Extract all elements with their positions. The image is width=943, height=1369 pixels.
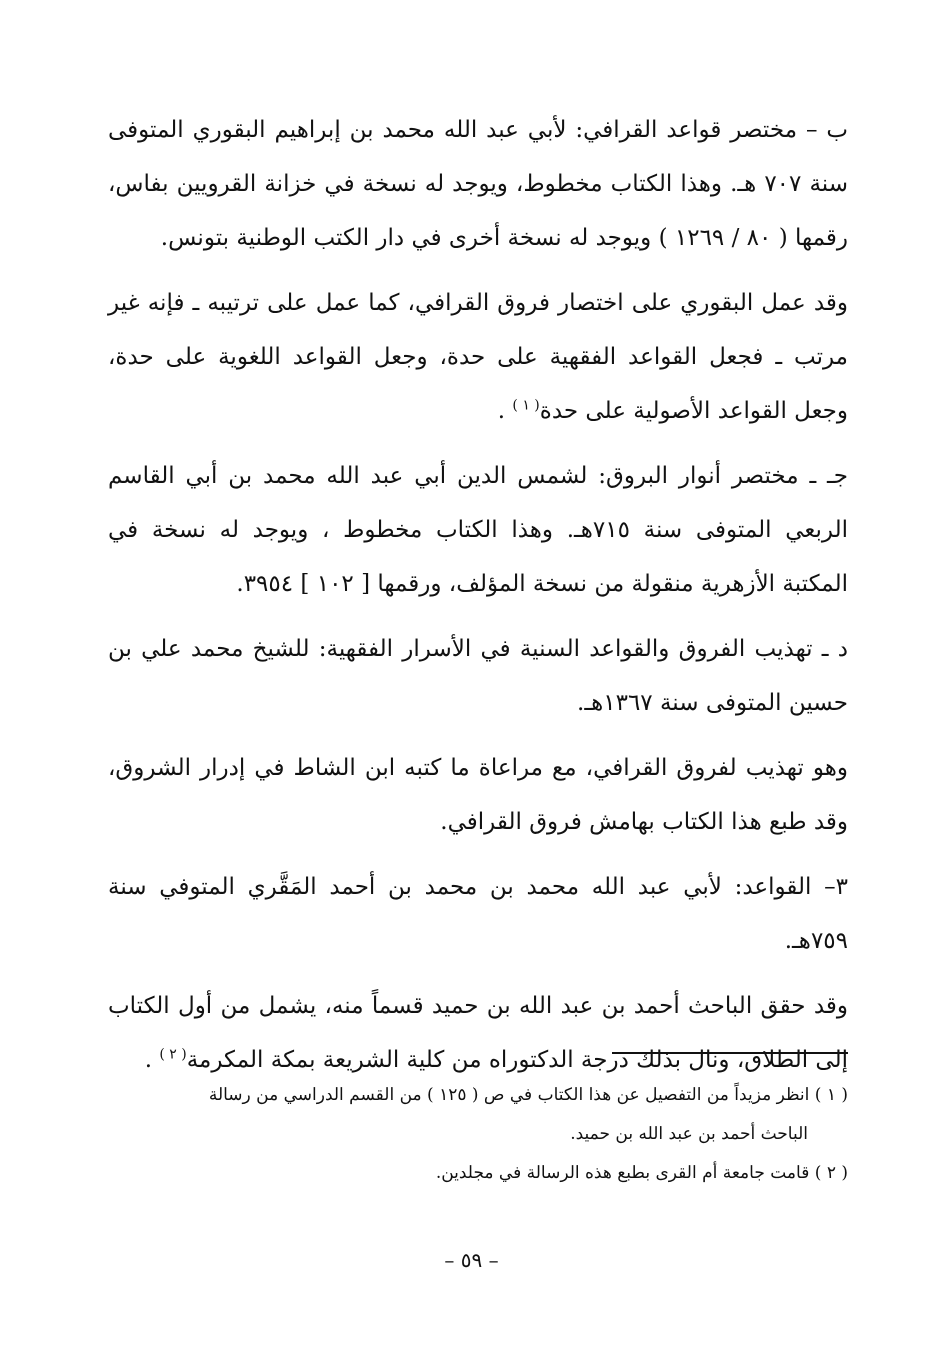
paragraph-end: . bbox=[144, 1047, 160, 1073]
footnote-text: الباحث أحمد بن عبد الله بن حميد. bbox=[570, 1124, 808, 1144]
paragraph-text: ب – مختصر قواعد القرافي: لأبي عبد الله محمد بن إبراهيم البقوري المتوفى سنة ٧٠٧ هـ. وهذا الكتاب مخطوط، ويوجد له نسخة في خزانة القرويين بفاس، رقمها ( ٨٠ / ١٢٦٩ ) ويوجد له نسخة أخرى في دار الكتب الوطنية بتونس. bbox=[108, 117, 848, 251]
paragraph-text: وهو تهذيب لفروق القرافي، مع مراعاة ما كتبه ابن الشاط في إدرار الشروق، وقد طبع هذا الكتاب بهامش فروق القرافي. bbox=[108, 755, 848, 835]
footnote-text: انظر مزيداً من التفصيل عن هذا الكتاب في ص ( ١٢٥ ) من القسم الدراسي من رسالة bbox=[208, 1085, 810, 1105]
footnote-marker: ( ٢ ) bbox=[814, 1163, 848, 1183]
page-number: – ٥٩ – bbox=[444, 1248, 499, 1272]
paragraph-end: . bbox=[497, 398, 513, 424]
footnote-separator bbox=[612, 1052, 848, 1054]
paragraph-text: وقد عمل البقوري على اختصار فروق القرافي، كما عمل على ترتيبه ـ فإنه غير مرتب ـ فجعل القواعد الفقهية على حدة، وجعل القواعد اللغوية على حدة، وجعل القواعد الأصولية على حدة bbox=[108, 290, 848, 424]
paragraph-ibn-humaid-thesis bbox=[108, 979, 848, 1087]
paragraph-b-mukhtasar-qawaid bbox=[108, 103, 848, 265]
paragraph-text: ٣– القواعد: لأبي عبد الله محمد بن محمد بن أحمد المَقَّري المتوفي سنة ٧٥٩هـ. bbox=[108, 874, 848, 954]
paragraph-d-tahdhib-al-furuq bbox=[108, 622, 848, 730]
footnote-2 bbox=[108, 1154, 848, 1193]
paragraph-text: وقد حقق الباحث أحمد بن عبد الله بن حميد قسماً منه، يشمل من أول الكتاب إلى الطلاق، ونال بذلك درجة الدكتوراه من كلية الشريعة بمكة المكرمة bbox=[108, 993, 848, 1073]
footnote-ref-2[interactable]: ( ٢ ) bbox=[159, 1046, 187, 1063]
footnote-text: قامت جامعة أم القرى بطبع هذه الرسالة في مجلدين. bbox=[435, 1163, 810, 1183]
paragraph-text: د ـ تهذيب الفروق والقواعد السنية في الأسرار الفقهية: للشيخ محمد علي بن حسين المتوفى سنة ١٣٦٧هـ. bbox=[108, 636, 848, 716]
paragraph-j-anwar-al-buruq bbox=[108, 449, 848, 611]
paragraph-baqouri-work bbox=[108, 276, 848, 438]
paragraph-text: جـ ـ مختصر أنوار البروق: لشمس الدين أبي عبد الله محمد بن أبي القاسم الربعي المتوفى سنة ٧١٥هـ. وهذا الكتاب مخطوط ، ويوجد له نسخة في المكتبة الأزهرية منقولة من نسخة المؤلف، ورقمها [ ١٠٢ ] ٣٩٥٤. bbox=[108, 463, 848, 597]
footnote-1-continuation bbox=[108, 1115, 848, 1154]
paragraph-tahdhib-description bbox=[108, 741, 848, 849]
paragraph-3-al-qawaid bbox=[108, 860, 848, 968]
footnotes bbox=[108, 1076, 848, 1193]
footnote-1 bbox=[108, 1076, 848, 1115]
main-text bbox=[108, 103, 848, 1098]
footnote-marker: ( ١ ) bbox=[814, 1085, 848, 1105]
footnote-ref-1[interactable]: ( ١ ) bbox=[512, 397, 540, 414]
